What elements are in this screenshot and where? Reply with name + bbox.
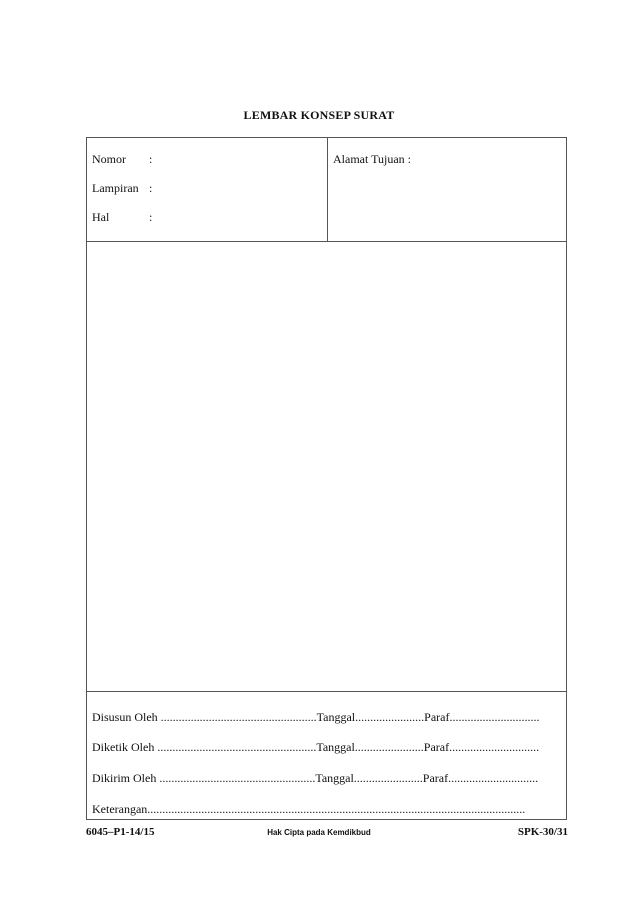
disusun-oleh-line[interactable]: Disusun Oleh ....................................................Tanggal.......................Paraf.............................. xyxy=(92,710,540,724)
lampiran-colon: : xyxy=(149,181,153,195)
letter-body-area[interactable] xyxy=(87,242,566,691)
document-code: 6045–P1-14/15 xyxy=(86,826,155,838)
alamat-tujuan-label: Alamat Tujuan : xyxy=(333,152,412,166)
letter-meta-section xyxy=(87,138,327,241)
nomor-label: Nomor xyxy=(92,152,126,166)
letter-draft-form xyxy=(86,137,567,820)
nomor-colon: : xyxy=(149,152,153,166)
lampiran-label: Lampiran xyxy=(92,181,139,195)
nomor-field[interactable] xyxy=(92,152,152,167)
hal-colon: : xyxy=(149,210,153,224)
copyright-notice: Hak Cipta pada Kemdikbud xyxy=(267,828,371,837)
form-header-row xyxy=(87,138,566,242)
dikirim-oleh-line[interactable]: Dikirim Oleh ....................................................Tanggal.......................Paraf.............................. xyxy=(92,771,539,785)
diketik-oleh-line[interactable]: Diketik Oleh .....................................................Tanggal.......................Paraf.............................. xyxy=(92,740,540,754)
keterangan-line[interactable]: Keterangan.............................................................................................................................. xyxy=(92,802,526,816)
signoff-section xyxy=(87,691,566,820)
recipient-section[interactable] xyxy=(327,138,567,241)
page-number: SPK-30/31 xyxy=(517,826,568,838)
hal-field[interactable] xyxy=(92,210,152,225)
hal-label: Hal xyxy=(92,210,110,224)
form-title: LEMBAR KONSEP SURAT xyxy=(243,108,395,122)
lampiran-field[interactable] xyxy=(92,181,152,196)
